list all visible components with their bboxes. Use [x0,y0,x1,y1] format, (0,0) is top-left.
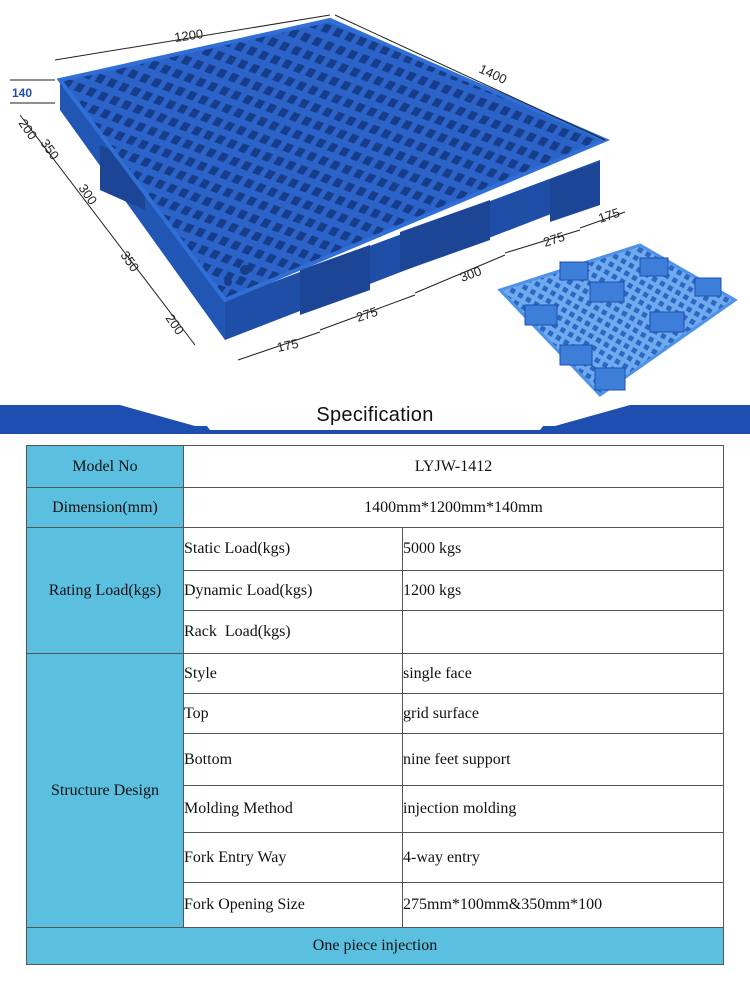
model-no-label: Model No [27,446,184,488]
dim-1400: 1400 [476,61,510,87]
product-illustration [0,0,750,400]
fork-opening-size-label: Fork Opening Size [184,883,403,928]
fork-entry-way-value: 4-way entry [403,833,724,883]
top-label: Top [184,694,403,734]
row-static-load [27,528,724,571]
molding-method-value: injection molding [403,786,724,833]
static-load-value: 5000 kgs [403,528,724,571]
top-value: grid surface [403,694,724,734]
rack-load-label: Rack Load(kgs) [184,611,403,654]
fork-opening-size-value: 275mm*100mm&350mm*100 [403,883,724,928]
bottom-label: Bottom [184,734,403,786]
static-load-label: Static Load(kgs) [184,528,403,571]
pallet-diagram [0,0,750,400]
bottom-view-pallet [500,245,735,395]
dynamic-load-value: 1200 kgs [403,571,724,611]
style-value: single face [403,654,724,694]
dim-1200: 1200 [173,26,205,45]
dim-300-a: 300 [75,181,101,208]
dim-275-b: 275 [541,228,567,250]
dim-300-b: 300 [457,263,484,285]
dimension-label: Dimension(mm) [27,488,184,528]
rack-load-value [403,611,724,654]
dim-175-a: 175 [275,335,300,355]
row-footer [27,928,724,965]
dim-175-b: 175 [596,204,622,226]
bottom-value: nine feet support [403,734,724,786]
dim-350-a: 350 [37,136,63,163]
dim-140: 140 [12,86,33,100]
rating-load-label: Rating Load(kgs) [27,528,184,654]
row-dimension [27,488,724,528]
dim-200-b: 200 [162,311,188,338]
dim-200-a: 200 [15,116,41,143]
structure-design-label: Structure Design [27,654,184,928]
specification-title: Specification [316,404,434,426]
spec-table [26,445,724,965]
row-style [27,654,724,694]
model-no-value: LYJW-1412 [184,446,724,488]
row-model-no [27,446,724,488]
one-piece-injection-note: One piece injection [27,928,724,965]
fork-entry-way-label: Fork Entry Way [184,833,403,883]
dim-275-a: 275 [354,303,380,325]
dimension-value: 1400mm*1200mm*140mm [184,488,724,528]
style-label: Style [184,654,403,694]
molding-method-label: Molding Method [184,786,403,833]
dynamic-load-label: Dynamic Load(kgs) [184,571,403,611]
dim-350-b: 350 [117,248,143,275]
